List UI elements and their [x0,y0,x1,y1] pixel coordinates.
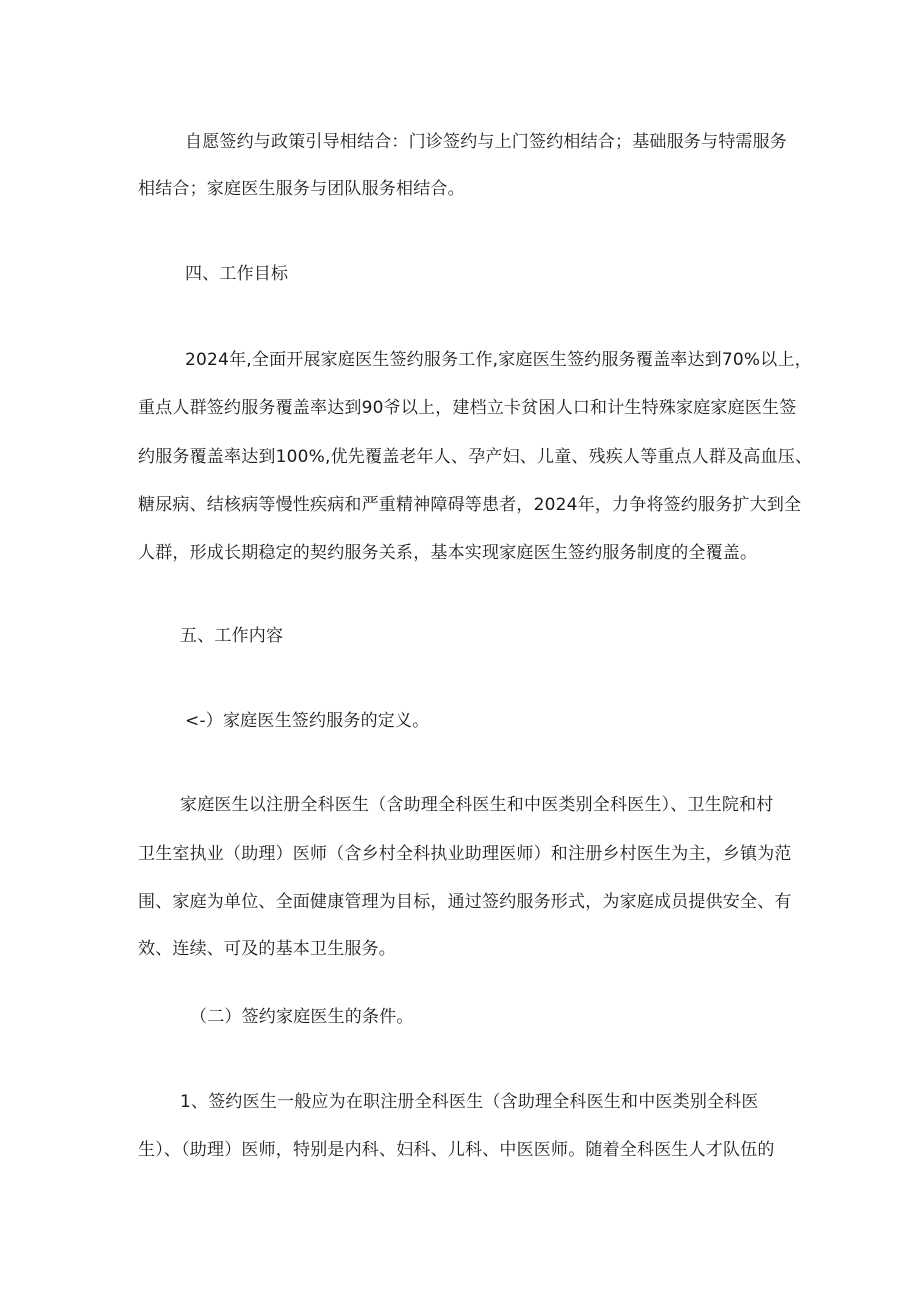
section-4-line-1: 2024年,全面开展家庭医生签约服务工作,家庭医生签约服务覆盖率达到70%以上， [185,350,812,370]
subsection-1-line-2: 卫生室执业（助理）医师（含乡村全科执业助理医师）和注册乡村医生为主，乡镇为范 [138,844,792,864]
subsection-2-line-2: 生）、（助理）医师，特别是内科、妇科、儿科、中医医师。随着全科医生人才队伍的 [138,1140,775,1160]
subsection-1-line-1: 家庭医生以注册全科医生（含助理全科医生和中医类别全科医生）、卫生院和村 [180,795,774,815]
section-4-heading: 四、工作目标 [185,264,289,284]
subsection-2-heading: （二）签约家庭医生的条件。 [190,1007,414,1027]
subsection-1-line-3: 围、家庭为单位、全面健康管理为目标，通过签约服务形式，为家庭成员提供安全、有 [138,892,792,912]
section-4-line-2: 重点人群签约服务覆盖率达到90爷以上，建档立卡贫困人口和计生特殊家庭家庭医生签 [138,398,797,418]
section-5-heading: 五、工作内容 [180,626,284,646]
subsection-1-heading: <-）家庭医生签约服务的定义。 [185,711,430,731]
subsection-2-line-1: 1、签约医生一般应为在职注册全科医生（含助理全科医生和中医类别全科医 [180,1092,759,1112]
section-4-line-3: 约服务覆盖率达到100%,优先覆盖老年人、孕产妇、儿童、残疾人等重点人群及高血压、 [138,447,813,467]
section-4-line-4: 糖尿病、结核病等慢性疾病和严重精神障碍等患者，2024年，力争将签约服务扩大到全 [138,495,802,515]
principle-line-1: 自愿签约与政策引导相结合：门诊签约与上门签约相结合；基础服务与特需服务 [185,132,787,152]
section-4-line-5: 人群，形成长期稳定的契约服务关系，基本实现家庭医生签约服务制度的全覆盖。 [138,543,758,563]
principle-line-2: 相结合；家庭医生服务与团队服务相结合。 [138,179,465,199]
subsection-1-line-4: 效、连续、可及的基本卫生服务。 [138,939,396,959]
